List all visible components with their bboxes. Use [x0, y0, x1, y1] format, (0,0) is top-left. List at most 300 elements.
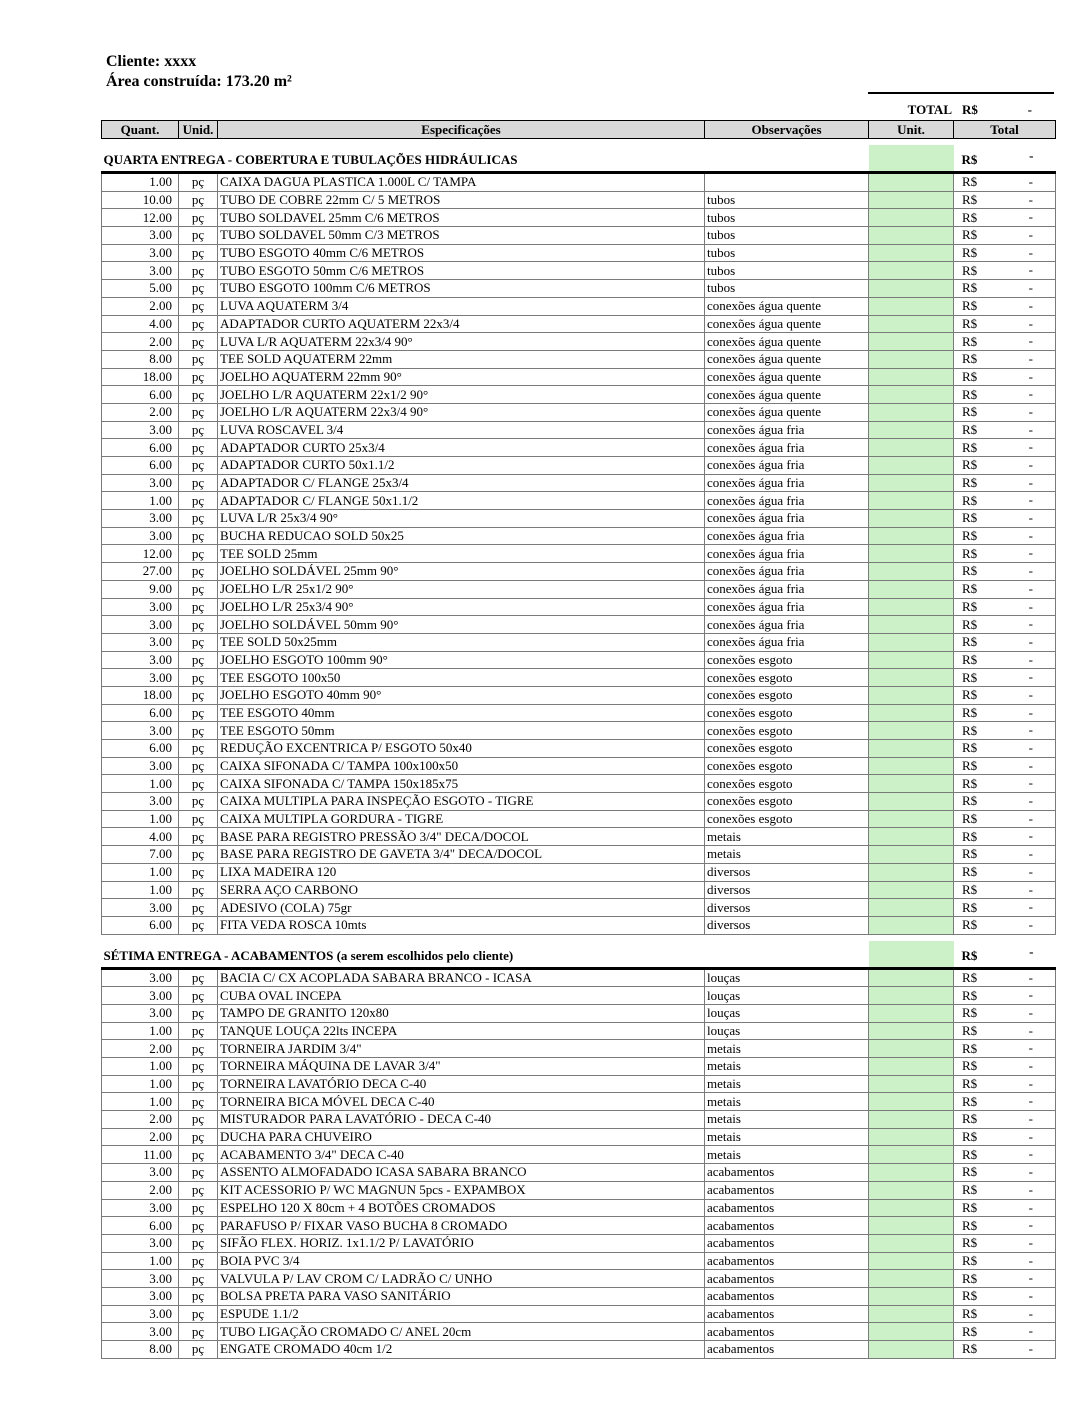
- table-row: [102, 1022, 1056, 1040]
- row-total: [954, 651, 1056, 669]
- grand-total: [868, 102, 1054, 118]
- row-total-value: -: [1028, 1323, 1033, 1339]
- row-unit-price-input[interactable]: [869, 439, 954, 457]
- row-unit-price-input[interactable]: [869, 881, 954, 899]
- row-quantity: 2.00: [102, 403, 179, 421]
- row-observation: conexões água fria: [705, 633, 869, 651]
- row-total: [954, 828, 1056, 846]
- row-total-currency: R$: [962, 510, 978, 526]
- row-unit-price-input[interactable]: [869, 686, 954, 704]
- row-unit-price-input[interactable]: [869, 757, 954, 775]
- row-quantity: 1.00: [102, 775, 179, 793]
- row-specification: VALVULA P/ LAV CROM C/ LADRÃO C/ UNHO: [218, 1270, 705, 1288]
- row-unit-price-input[interactable]: [869, 1093, 954, 1111]
- row-total: [954, 173, 1056, 192]
- row-specification: ESPELHO 120 X 80cm + 4 BOTÕES CROMADOS: [218, 1199, 705, 1217]
- row-unit-price-input[interactable]: [869, 669, 954, 687]
- row-total-value: -: [1028, 563, 1033, 579]
- row-unit: pç: [179, 1164, 218, 1182]
- row-observation: conexões água fria: [705, 580, 869, 598]
- row-unit-price-input[interactable]: [869, 1164, 954, 1182]
- table-row: [102, 368, 1056, 386]
- row-total: [954, 280, 1056, 298]
- row-unit: pç: [179, 1146, 218, 1164]
- row-specification: CAIXA MULTIPLA GORDURA - TIGRE: [218, 810, 705, 828]
- row-unit: pç: [179, 244, 218, 262]
- row-specification: LUVA AQUATERM 3/4: [218, 297, 705, 315]
- row-unit: pç: [179, 1004, 218, 1022]
- row-specification: ESPUDE 1.1/2: [218, 1305, 705, 1323]
- section-total-value: -: [1029, 148, 1034, 163]
- row-total-value: -: [1028, 881, 1033, 897]
- row-unit-price-input[interactable]: [869, 368, 954, 386]
- table-row: [102, 651, 1056, 669]
- row-total-currency: R$: [962, 881, 978, 897]
- row-specification: ADAPTADOR C/ FLANGE 50x1.1/2: [218, 492, 705, 510]
- row-total-value: -: [1028, 227, 1033, 243]
- row-unit-price-input[interactable]: [869, 527, 954, 545]
- row-total-value: -: [1028, 209, 1033, 225]
- row-total-value: -: [1028, 580, 1033, 596]
- table-row: [102, 1164, 1056, 1182]
- row-unit-price-input[interactable]: [869, 722, 954, 740]
- row-total: [954, 1075, 1056, 1093]
- row-quantity: 3.00: [102, 1287, 179, 1305]
- row-total: [954, 527, 1056, 545]
- row-unit: pç: [179, 1305, 218, 1323]
- row-unit-price-input[interactable]: [869, 1199, 954, 1217]
- row-unit-price-input[interactable]: [869, 1022, 954, 1040]
- row-unit: pç: [179, 881, 218, 899]
- row-quantity: 3.00: [102, 968, 179, 987]
- row-total: [954, 545, 1056, 563]
- row-observation: conexões esgoto: [705, 704, 869, 722]
- row-unit-price-input[interactable]: [869, 350, 954, 368]
- row-total-value: -: [1028, 1217, 1033, 1233]
- row-observation: conexões esgoto: [705, 775, 869, 793]
- table-row: [102, 704, 1056, 722]
- section-total-cell: [954, 145, 1056, 173]
- row-unit-price-input[interactable]: [869, 1341, 954, 1359]
- row-unit-price-input[interactable]: [869, 775, 954, 793]
- row-specification: BASE PARA REGISTRO DE GAVETA 3/4" DECA/DOCOL: [218, 846, 705, 864]
- row-unit-price-input[interactable]: [869, 863, 954, 881]
- table-row: [102, 1270, 1056, 1288]
- table-row: [102, 1111, 1056, 1129]
- section-title: SÉTIMA ENTREGA - ACABAMENTOS (a serem escolhidos pelo cliente): [103, 947, 514, 963]
- row-unit-price-input[interactable]: [869, 1323, 954, 1341]
- table-row: [102, 1323, 1056, 1341]
- row-unit-price-input[interactable]: [869, 1111, 954, 1129]
- row-unit-price-input[interactable]: [869, 1040, 954, 1058]
- row-specification: BOLSA PRETA PARA VASO SANITÁRIO: [218, 1287, 705, 1305]
- row-total: [954, 1270, 1056, 1288]
- row-unit-price-input[interactable]: [869, 793, 954, 811]
- row-observation: louças: [705, 968, 869, 987]
- row-total-currency: R$: [962, 1093, 978, 1109]
- row-total-value: -: [1028, 1040, 1033, 1056]
- row-total-currency: R$: [962, 192, 978, 208]
- row-unit-price-input[interactable]: [869, 545, 954, 563]
- row-specification: TUBO ESGOTO 50mm C/6 METROS: [218, 262, 705, 280]
- row-total: [954, 633, 1056, 651]
- row-quantity: 6.00: [102, 386, 179, 404]
- row-unit-price-input[interactable]: [869, 191, 954, 209]
- row-total-currency: R$: [962, 1129, 978, 1145]
- row-unit-price-input[interactable]: [869, 173, 954, 192]
- row-total: [954, 315, 1056, 333]
- row-total-value: -: [1028, 987, 1033, 1003]
- row-specification: ADAPTADOR C/ FLANGE 25x3/4: [218, 474, 705, 492]
- row-unit-price-input[interactable]: [869, 1128, 954, 1146]
- row-quantity: 6.00: [102, 704, 179, 722]
- row-observation: diversos: [705, 863, 869, 881]
- row-quantity: 1.00: [102, 1058, 179, 1076]
- row-quantity: 3.00: [102, 1164, 179, 1182]
- row-observation: metais: [705, 1146, 869, 1164]
- row-observation: metais: [705, 1093, 869, 1111]
- row-unit-price-input[interactable]: [869, 1146, 954, 1164]
- column-header-row: [102, 121, 1056, 139]
- row-total-currency: R$: [962, 351, 978, 367]
- row-specification: LUVA L/R AQUATERM 22x3/4 90°: [218, 333, 705, 351]
- row-unit-price-input[interactable]: [869, 563, 954, 581]
- row-total-value: -: [1028, 350, 1033, 366]
- row-unit-price-input[interactable]: [869, 1270, 954, 1288]
- row-quantity: 3.00: [102, 651, 179, 669]
- table-row: [102, 863, 1056, 881]
- table-row: [102, 633, 1056, 651]
- row-specification: TEE ESGOTO 50mm: [218, 722, 705, 740]
- row-unit-price-input[interactable]: [869, 1004, 954, 1022]
- row-specification: BUCHA REDUCAO SOLD 50x25: [218, 527, 705, 545]
- row-quantity: 12.00: [102, 209, 179, 227]
- row-total: [954, 244, 1056, 262]
- grand-total-value: -: [1027, 102, 1032, 117]
- row-total-currency: R$: [962, 669, 978, 685]
- row-quantity: 12.00: [102, 545, 179, 563]
- row-specification: TUBO SOLDAVEL 25mm C/6 METROS: [218, 209, 705, 227]
- row-total-currency: R$: [962, 740, 978, 756]
- table-row: [102, 775, 1056, 793]
- row-unit-price-input[interactable]: [869, 616, 954, 634]
- table-row: [102, 881, 1056, 899]
- row-unit: pç: [179, 227, 218, 245]
- row-observation: tubos: [705, 280, 869, 298]
- row-total-value: -: [1028, 633, 1033, 649]
- row-total-currency: R$: [962, 846, 978, 862]
- row-total: [954, 439, 1056, 457]
- row-unit-price-input[interactable]: [869, 580, 954, 598]
- row-total-currency: R$: [962, 262, 978, 278]
- row-unit: pç: [179, 1199, 218, 1217]
- table-row: [102, 563, 1056, 581]
- table-row: [102, 492, 1056, 510]
- row-quantity: 1.00: [102, 810, 179, 828]
- row-unit-price-input[interactable]: [869, 1252, 954, 1270]
- row-unit-price-input[interactable]: [869, 227, 954, 245]
- row-unit-price-input[interactable]: [869, 492, 954, 510]
- row-total-value: -: [1028, 1075, 1033, 1091]
- row-unit: pç: [179, 757, 218, 775]
- section-unit-cell: [869, 941, 954, 969]
- row-total-currency: R$: [962, 545, 978, 561]
- row-unit-price-input[interactable]: [869, 846, 954, 864]
- row-quantity: 3.00: [102, 527, 179, 545]
- row-total-currency: R$: [962, 1288, 978, 1304]
- row-unit-price-input[interactable]: [869, 810, 954, 828]
- row-specification: TUBO SOLDAVEL 50mm C/3 METROS: [218, 227, 705, 245]
- row-observation: tubos: [705, 227, 869, 245]
- table-row: [102, 669, 1056, 687]
- table-row: [102, 439, 1056, 457]
- row-unit-price-input[interactable]: [869, 280, 954, 298]
- row-unit-price-input[interactable]: [869, 244, 954, 262]
- row-observation: conexões água fria: [705, 457, 869, 475]
- row-specification: JOELHO L/R AQUATERM 22x3/4 90°: [218, 403, 705, 421]
- row-total: [954, 757, 1056, 775]
- row-specification: CAIXA DAGUA PLASTICA 1.000L C/ TAMPA: [218, 173, 705, 192]
- row-unit: pç: [179, 457, 218, 475]
- row-quantity: 1.00: [102, 173, 179, 192]
- row-total: [954, 1181, 1056, 1199]
- row-total-currency: R$: [962, 793, 978, 809]
- row-observation: acabamentos: [705, 1199, 869, 1217]
- table-row: [102, 350, 1056, 368]
- table-row: [102, 1093, 1056, 1111]
- row-total-currency: R$: [962, 333, 978, 349]
- row-total: [954, 968, 1056, 987]
- row-specification: JOELHO ESGOTO 40mm 90°: [218, 686, 705, 704]
- row-total-currency: R$: [962, 987, 978, 1003]
- row-total: [954, 740, 1056, 758]
- row-unit: pç: [179, 563, 218, 581]
- row-unit: pç: [179, 968, 218, 987]
- row-observation: conexões água quente: [705, 368, 869, 386]
- row-observation: acabamentos: [705, 1181, 869, 1199]
- row-total: [954, 421, 1056, 439]
- row-specification: CAIXA SIFONADA C/ TAMPA 100x100x50: [218, 757, 705, 775]
- table-row: [102, 280, 1056, 298]
- table-row: [102, 686, 1056, 704]
- row-total-value: -: [1028, 457, 1033, 472]
- row-total-value: -: [1028, 1128, 1033, 1144]
- table-row: [102, 793, 1056, 811]
- table-row: [102, 474, 1056, 492]
- row-observation: diversos: [705, 916, 869, 934]
- row-quantity: 3.00: [102, 1004, 179, 1022]
- col-total: Total: [954, 121, 1056, 139]
- row-total-value: -: [1028, 757, 1033, 773]
- row-total-currency: R$: [962, 227, 978, 243]
- row-total-value: -: [1028, 899, 1033, 915]
- row-total: [954, 510, 1056, 528]
- row-unit-price-input[interactable]: [869, 209, 954, 227]
- row-total-currency: R$: [962, 1323, 978, 1339]
- section-header-row: [102, 941, 1056, 969]
- row-total-value: -: [1028, 1164, 1033, 1180]
- row-unit-price-input[interactable]: [869, 987, 954, 1005]
- row-total-value: -: [1028, 545, 1033, 561]
- row-total-currency: R$: [962, 1146, 978, 1162]
- row-specification: ASSENTO ALMOFADADO ICASA SABARA BRANCO: [218, 1164, 705, 1182]
- row-unit-price-input[interactable]: [869, 403, 954, 421]
- row-unit-price-input[interactable]: [869, 1075, 954, 1093]
- row-observation: conexões água quente: [705, 315, 869, 333]
- row-total-value: -: [1028, 403, 1033, 419]
- row-total: [954, 686, 1056, 704]
- row-unit-price-input[interactable]: [869, 510, 954, 528]
- row-unit-price-input[interactable]: [869, 828, 954, 846]
- row-total-currency: R$: [962, 687, 978, 703]
- row-unit-price-input[interactable]: [869, 315, 954, 333]
- row-unit-price-input[interactable]: [869, 1217, 954, 1235]
- table-row: [102, 987, 1056, 1005]
- row-observation: conexões água fria: [705, 563, 869, 581]
- row-quantity: 1.00: [102, 1075, 179, 1093]
- row-observation: tubos: [705, 191, 869, 209]
- row-quantity: 3.00: [102, 757, 179, 775]
- row-total-value: -: [1028, 669, 1033, 685]
- row-observation: acabamentos: [705, 1287, 869, 1305]
- row-observation: conexões água fria: [705, 421, 869, 439]
- row-unit: pç: [179, 598, 218, 616]
- row-observation: conexões esgoto: [705, 757, 869, 775]
- budget-table-body: [102, 121, 1056, 1359]
- row-total: [954, 563, 1056, 581]
- row-total-value: -: [1028, 969, 1033, 985]
- row-unit-price-input[interactable]: [869, 916, 954, 934]
- table-row: [102, 1040, 1056, 1058]
- row-unit-price-input[interactable]: [869, 899, 954, 917]
- row-total-currency: R$: [962, 828, 978, 844]
- row-total: [954, 580, 1056, 598]
- row-unit-price-input[interactable]: [869, 421, 954, 439]
- row-observation: acabamentos: [705, 1341, 869, 1359]
- row-observation: conexões água quente: [705, 350, 869, 368]
- row-total-value: -: [1028, 828, 1033, 844]
- row-quantity: 3.00: [102, 421, 179, 439]
- row-quantity: 3.00: [102, 987, 179, 1005]
- row-unit-price-input[interactable]: [869, 297, 954, 315]
- row-specification: MISTURADOR PARA LAVATÓRIO - DECA C-40: [218, 1111, 705, 1129]
- table-row: [102, 315, 1056, 333]
- row-unit-price-input[interactable]: [869, 1305, 954, 1323]
- row-total: [954, 1323, 1056, 1341]
- row-total-currency: R$: [962, 315, 978, 331]
- row-total: [954, 1022, 1056, 1040]
- row-total-currency: R$: [962, 1270, 978, 1286]
- table-row: [102, 191, 1056, 209]
- row-unit: pç: [179, 1128, 218, 1146]
- table-row: [102, 1305, 1056, 1323]
- row-quantity: 3.00: [102, 227, 179, 245]
- row-unit: pç: [179, 1270, 218, 1288]
- row-observation: tubos: [705, 244, 869, 262]
- table-row: [102, 722, 1056, 740]
- row-unit: pç: [179, 899, 218, 917]
- row-quantity: 2.00: [102, 1040, 179, 1058]
- row-total: [954, 846, 1056, 864]
- row-total: [954, 1004, 1056, 1022]
- row-total-currency: R$: [962, 528, 978, 544]
- row-total-value: -: [1028, 1252, 1033, 1268]
- row-quantity: 7.00: [102, 846, 179, 864]
- row-unit: pç: [179, 315, 218, 333]
- row-observation: acabamentos: [705, 1323, 869, 1341]
- row-unit: pç: [179, 350, 218, 368]
- row-total: [954, 1146, 1056, 1164]
- row-specification: TAMPO DE GRANITO 120x80: [218, 1004, 705, 1022]
- row-unit-price-input[interactable]: [869, 386, 954, 404]
- row-observation: conexões esgoto: [705, 793, 869, 811]
- row-total-currency: R$: [962, 563, 978, 579]
- row-total-value: -: [1028, 846, 1033, 862]
- row-observation: diversos: [705, 899, 869, 917]
- row-unit-price-input[interactable]: [869, 740, 954, 758]
- row-unit-price-input[interactable]: [869, 262, 954, 280]
- row-specification: TORNEIRA LAVATÓRIO DECA C-40: [218, 1075, 705, 1093]
- row-total-currency: R$: [962, 1022, 978, 1038]
- row-unit: pç: [179, 810, 218, 828]
- row-unit-price-input[interactable]: [869, 968, 954, 987]
- row-specification: JOELHO L/R 25x3/4 90°: [218, 598, 705, 616]
- row-total-value: -: [1028, 810, 1033, 826]
- row-unit-price-input[interactable]: [869, 633, 954, 651]
- row-unit-price-input[interactable]: [869, 1058, 954, 1076]
- row-quantity: 3.00: [102, 669, 179, 687]
- row-unit-price-input[interactable]: [869, 1234, 954, 1252]
- row-total-value: -: [1028, 1146, 1033, 1162]
- table-row: [102, 1004, 1056, 1022]
- table-row: [102, 297, 1056, 315]
- row-total-currency: R$: [962, 758, 978, 774]
- row-observation: conexões água quente: [705, 403, 869, 421]
- row-unit-price-input[interactable]: [869, 1287, 954, 1305]
- row-unit-price-input[interactable]: [869, 651, 954, 669]
- table-row: [102, 968, 1056, 987]
- row-unit: pç: [179, 545, 218, 563]
- row-unit: pç: [179, 1217, 218, 1235]
- section-unit-cell: [869, 145, 954, 173]
- section-total-value: -: [1029, 943, 1034, 959]
- row-quantity: 3.00: [102, 474, 179, 492]
- row-total-currency: R$: [962, 864, 978, 880]
- row-total-currency: R$: [962, 598, 978, 614]
- table-row: [102, 580, 1056, 598]
- row-observation: diversos: [705, 881, 869, 899]
- row-observation: metais: [705, 1075, 869, 1093]
- row-quantity: 2.00: [102, 1111, 179, 1129]
- row-observation: metais: [705, 1111, 869, 1129]
- row-total-currency: R$: [962, 1305, 978, 1321]
- row-unit-price-input[interactable]: [869, 474, 954, 492]
- table-row: [102, 1181, 1056, 1199]
- document-header: [106, 52, 292, 92]
- row-unit-price-input[interactable]: [869, 457, 954, 475]
- row-specification: REDUÇÃO EXCENTRICA P/ ESGOTO 50x40: [218, 740, 705, 758]
- row-total-value: -: [1028, 492, 1033, 508]
- row-unit-price-input[interactable]: [869, 704, 954, 722]
- row-unit-price-input[interactable]: [869, 333, 954, 351]
- row-unit-price-input[interactable]: [869, 598, 954, 616]
- row-unit-price-input[interactable]: [869, 1181, 954, 1199]
- row-unit: pç: [179, 492, 218, 510]
- row-specification: DUCHA PARA CHUVEIRO: [218, 1128, 705, 1146]
- table-row: [102, 1075, 1056, 1093]
- row-total: [954, 386, 1056, 404]
- row-observation: conexões esgoto: [705, 810, 869, 828]
